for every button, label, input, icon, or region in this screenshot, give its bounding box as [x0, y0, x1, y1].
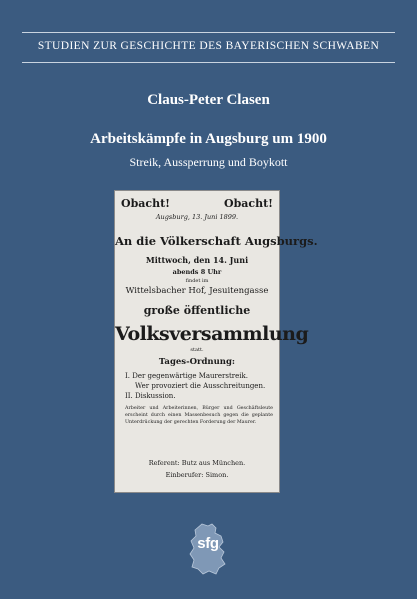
publisher-logo-text: sfg [197, 535, 219, 552]
poster-statt: statt. [190, 347, 204, 353]
book-title: Arbeitskämpfe in Augsburg um 1900 [90, 131, 327, 147]
poster-paragraph: Arbeiter und Arbeiterinnen, Bürger und Geschäftsleute erscheint durch einen Massenbesuch gegen die geplante Unterdrückung der gerechten Forderung der Maurer. [125, 406, 273, 425]
publisher-logo [188, 523, 228, 575]
poster-agenda-title: Tages-Ordnung: [158, 357, 236, 367]
series-title: STUDIEN ZUR GESCHICHTE DES BAYERISCHEN SCHWABEN [37, 40, 380, 52]
poster-agenda-item: Wer provoziert die Ausschreitungen. [135, 382, 266, 390]
poster-venue: Wittelsbacher Hof, Jesuitengasse [125, 286, 269, 296]
poster-agenda-item: I. Der gegenwärtige Maurerstreik. [125, 372, 248, 380]
poster-findet-im: findet im [185, 278, 209, 284]
poster-einberufer: Einberufer: Simon. [165, 471, 229, 479]
poster-event: Volksversammlung [115, 323, 309, 345]
poster-time: abends 8 Uhr [172, 268, 222, 276]
poster-obacht-left: Obacht! [121, 197, 171, 210]
poster-heading: An die Völkerschaft Augsburgs. [115, 234, 318, 248]
poster-grosse: große öffentliche [143, 304, 251, 317]
poster-referent: Referent: Butz aus München. [148, 459, 246, 467]
poster-obacht-right: Obacht! [223, 197, 273, 210]
poster-agenda-item: II. Diskussion. [125, 392, 176, 400]
series-top-rule [22, 32, 395, 33]
series-bottom-rule [22, 62, 395, 63]
book-subtitle: Streik, Aussperrung und Boykott [129, 155, 288, 169]
poster-date: Augsburg, 13. Juni 1899. [155, 213, 239, 221]
poster-weekday-date: Mittwoch, den 14. Juni [145, 255, 249, 265]
author-name: Claus-Peter Clasen [147, 92, 270, 108]
historical-poster-image [114, 190, 318, 493]
